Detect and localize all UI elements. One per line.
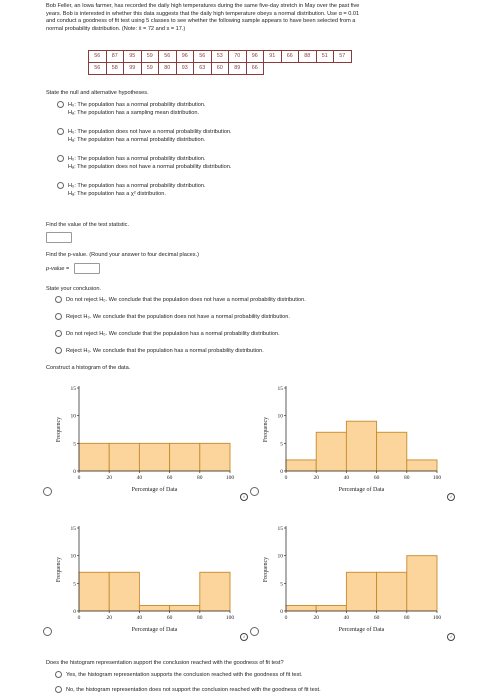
sample-cell: 80	[159, 63, 177, 75]
sample-cell: 89	[229, 63, 247, 75]
hypothesis-option-2[interactable]	[57, 128, 232, 144]
x-tick-label: 40	[136, 615, 143, 621]
x-tick-label: 0	[284, 615, 288, 621]
sample-cell: 59	[141, 63, 159, 75]
option-label: Do not reject H₀. We conclude that the population has a normal probability distribution.	[66, 330, 280, 337]
ha-text: Hₐ: The population does not have a normal probability distribution.	[68, 163, 232, 170]
conclusion-option-1[interactable]	[55, 296, 306, 305]
sample-cell: 95	[124, 51, 142, 63]
sample-cell: 87	[106, 51, 124, 63]
ha-text: Hₐ: The population has a normal probability distribution.	[68, 136, 206, 143]
x-tick-label: 0	[284, 475, 288, 481]
sample-cell: 99	[124, 63, 142, 75]
y-axis-label: Frequency	[263, 556, 269, 583]
sample-cell: 96	[176, 51, 194, 63]
sample-cell: 88	[299, 51, 317, 63]
option-label: Do not reject H₀. We conclude that the population does not have a normal probability distribution.	[66, 296, 306, 303]
sample-cell: 70	[229, 51, 247, 63]
sample-cell: 63	[194, 63, 212, 75]
h0-text: H₀: The population has a normal probability distribution.	[68, 101, 206, 108]
radio-button[interactable]	[57, 182, 64, 189]
hypothesis-option-4[interactable]	[57, 182, 205, 198]
sample-cell: 91	[264, 51, 282, 63]
info-icon[interactable]: i	[240, 633, 248, 641]
intro-line-4: normal probability distribution. (Note: x̄ = 72 and s = 17.)	[46, 25, 186, 32]
x-tick-label: 60	[373, 475, 380, 481]
histogram-bar	[286, 460, 316, 471]
y-tick-label: 15	[277, 526, 283, 532]
x-tick-label: 0	[77, 615, 81, 621]
x-tick-label: 80	[404, 615, 410, 621]
sample-cell: 56	[89, 63, 107, 75]
y-tick-label: 15	[70, 386, 76, 392]
x-tick-label: 100	[225, 475, 235, 481]
radio-button[interactable]	[57, 101, 64, 108]
x-tick-label: 40	[343, 615, 350, 621]
histogram-option-a	[50, 378, 245, 498]
intro-line-3: and conduct a goodness of fit test using 5 classes to see whether the following sample appears to have been selected from a	[46, 18, 356, 25]
y-tick-label: 15	[277, 386, 283, 392]
histogram-bar	[346, 572, 376, 611]
histogram-prompt: Construct a histogram of the data.	[46, 365, 131, 371]
y-axis-label: Frequency	[56, 416, 62, 443]
conclusion-option-3[interactable]	[55, 330, 280, 339]
histogram-option-b	[257, 378, 452, 498]
histogram-bar	[109, 443, 139, 471]
radio-button[interactable]	[55, 313, 62, 320]
x-tick-label: 60	[373, 615, 380, 621]
histogram-bar	[200, 443, 230, 471]
sample-cell: 51	[316, 51, 334, 63]
histogram-bar	[79, 443, 109, 471]
x-tick-label: 60	[166, 615, 173, 621]
sample-cell: 56	[194, 51, 212, 63]
sample-cell: 66	[281, 51, 299, 63]
radio-button[interactable]	[55, 330, 62, 337]
conclusion-option-2[interactable]	[55, 313, 290, 322]
y-tick-label: 10	[277, 553, 283, 560]
histogram-bar	[346, 421, 376, 471]
y-tick-label: 0	[73, 469, 76, 475]
intro-line-1: Bob Feller, an Iowa farmer, has recorded the daily high temperatures during the same five-day stretch in May over the past five	[46, 3, 360, 9]
x-tick-label: 20	[106, 615, 112, 621]
p-value-row	[46, 263, 100, 274]
sample-cell: 58	[106, 63, 124, 75]
x-tick-label: 40	[136, 475, 143, 481]
y-tick-label: 15	[70, 526, 76, 532]
histogram-bar	[377, 432, 407, 471]
x-tick-label: 20	[106, 475, 112, 481]
x-tick-label: 0	[77, 475, 81, 481]
option-label: Reject H₀. We conclude that the population has a normal probability distribution.	[66, 347, 264, 354]
histogram-bar	[139, 443, 169, 471]
y-tick-label: 10	[70, 553, 76, 560]
x-tick-label: 80	[197, 475, 203, 481]
x-tick-label: 80	[404, 475, 410, 481]
histogram-bar	[79, 572, 109, 611]
sample-data-table	[88, 50, 352, 75]
sample-cell: 56	[89, 51, 107, 63]
p-value-label: p-value =	[46, 265, 70, 272]
y-axis-label: Frequency	[56, 556, 62, 583]
x-tick-label: 60	[166, 475, 173, 481]
x-tick-label: 80	[197, 615, 203, 621]
radio-button[interactable]	[57, 155, 64, 162]
x-axis-label: Percentage of Data	[131, 627, 178, 633]
histogram-bar	[200, 572, 230, 611]
support-option-no[interactable]	[55, 686, 321, 695]
option-label: Yes, the histogram representation supports the conclusion reached with the goodness of fit test.	[66, 671, 303, 678]
y-tick-label: 0	[280, 609, 283, 615]
info-icon[interactable]: i	[447, 633, 455, 641]
histogram-bar	[286, 605, 316, 611]
table-row	[89, 63, 352, 75]
test-statistic-input[interactable]	[46, 232, 72, 243]
conclusion-prompt: State your conclusion.	[46, 286, 102, 292]
support-option-yes[interactable]	[55, 671, 302, 680]
histogram-bar	[170, 443, 200, 471]
info-icon[interactable]: i	[240, 493, 248, 501]
radio-button[interactable]	[55, 686, 62, 693]
h0-text: H₀: The population has a normal probability distribution.	[68, 155, 206, 162]
y-tick-label: 0	[73, 609, 76, 615]
ha-text: Hₐ: The population has a sampling mean distribution.	[68, 109, 200, 116]
sample-cell: 93	[176, 63, 194, 75]
hypothesis-option-1[interactable]	[57, 101, 205, 117]
hypotheses-prompt: State the null and alternative hypotheses.	[46, 90, 149, 96]
histogram-option-c	[50, 518, 245, 638]
y-tick-label: 5	[280, 441, 283, 448]
y-tick-label: 10	[70, 413, 76, 420]
y-tick-label: 5	[280, 581, 283, 588]
conclusion-option-4[interactable]	[55, 347, 264, 356]
info-icon[interactable]: i	[447, 493, 455, 501]
ha-text: Hₐ: The population has a χ² distribution.	[68, 190, 166, 197]
sample-cell: 96	[246, 51, 264, 63]
h0-text: H₀: The population has a normal probability distribution.	[68, 182, 206, 189]
histogram-bar	[170, 605, 200, 611]
y-tick-label: 5	[73, 441, 76, 448]
histogram-bar	[316, 432, 346, 471]
problem-statement	[46, 3, 486, 33]
radio-button[interactable]	[55, 671, 62, 678]
option-label: Reject H₀. We conclude that the population does not have a normal probability distribution.	[66, 313, 290, 320]
histogram-bar	[407, 556, 437, 611]
x-axis-label: Percentage of Data	[131, 487, 178, 493]
radio-button[interactable]	[57, 128, 64, 135]
histogram-bar	[377, 572, 407, 611]
sample-cell: 66	[246, 63, 264, 75]
x-tick-label: 20	[313, 475, 319, 481]
sample-cell: 53	[211, 51, 229, 63]
y-tick-label: 0	[280, 469, 283, 475]
histogram-bar	[139, 605, 169, 611]
histogram-option-d	[257, 518, 452, 638]
x-tick-label: 20	[313, 615, 319, 621]
histogram-bar	[109, 572, 139, 611]
histogram-bar	[407, 460, 437, 471]
sample-cell: 60	[211, 63, 229, 75]
test-statistic-prompt: Find the value of the test statistic.	[46, 222, 130, 228]
x-tick-label: 40	[343, 475, 350, 481]
p-value-input[interactable]	[74, 263, 100, 274]
table-row	[89, 51, 352, 63]
x-axis-label: Percentage of Data	[338, 487, 385, 493]
support-prompt: Does the histogram representation support the conclusion reached with the goodness of fit test?	[46, 660, 284, 666]
intro-line-2: years. Bob is interested in whether this data suggests that the daily high temperature obeys a normal distribution. Use α = 0.01	[46, 10, 360, 17]
x-axis-label: Percentage of Data	[338, 627, 385, 633]
y-tick-label: 10	[277, 413, 283, 420]
x-tick-label: 100	[225, 615, 235, 621]
h0-text: H₀: The population does not have a normal probability distribution.	[68, 128, 232, 135]
hypothesis-option-3[interactable]	[57, 155, 231, 171]
x-tick-label: 100	[432, 615, 442, 621]
radio-button[interactable]	[55, 347, 62, 354]
sample-cell: 57	[334, 51, 352, 63]
sample-cell: 56	[159, 51, 177, 63]
x-tick-label: 100	[432, 475, 442, 481]
histogram-bar	[316, 605, 346, 611]
radio-button[interactable]	[55, 296, 62, 303]
y-tick-label: 5	[73, 581, 76, 588]
y-axis-label: Frequency	[263, 416, 269, 443]
sample-cell: 59	[141, 51, 159, 63]
option-label: No, the histogram representation does not support the conclusion reached with the goodness of fit test.	[66, 686, 321, 693]
p-value-prompt: Find the p-value. (Round your answer to four decimal places.)	[46, 252, 199, 258]
